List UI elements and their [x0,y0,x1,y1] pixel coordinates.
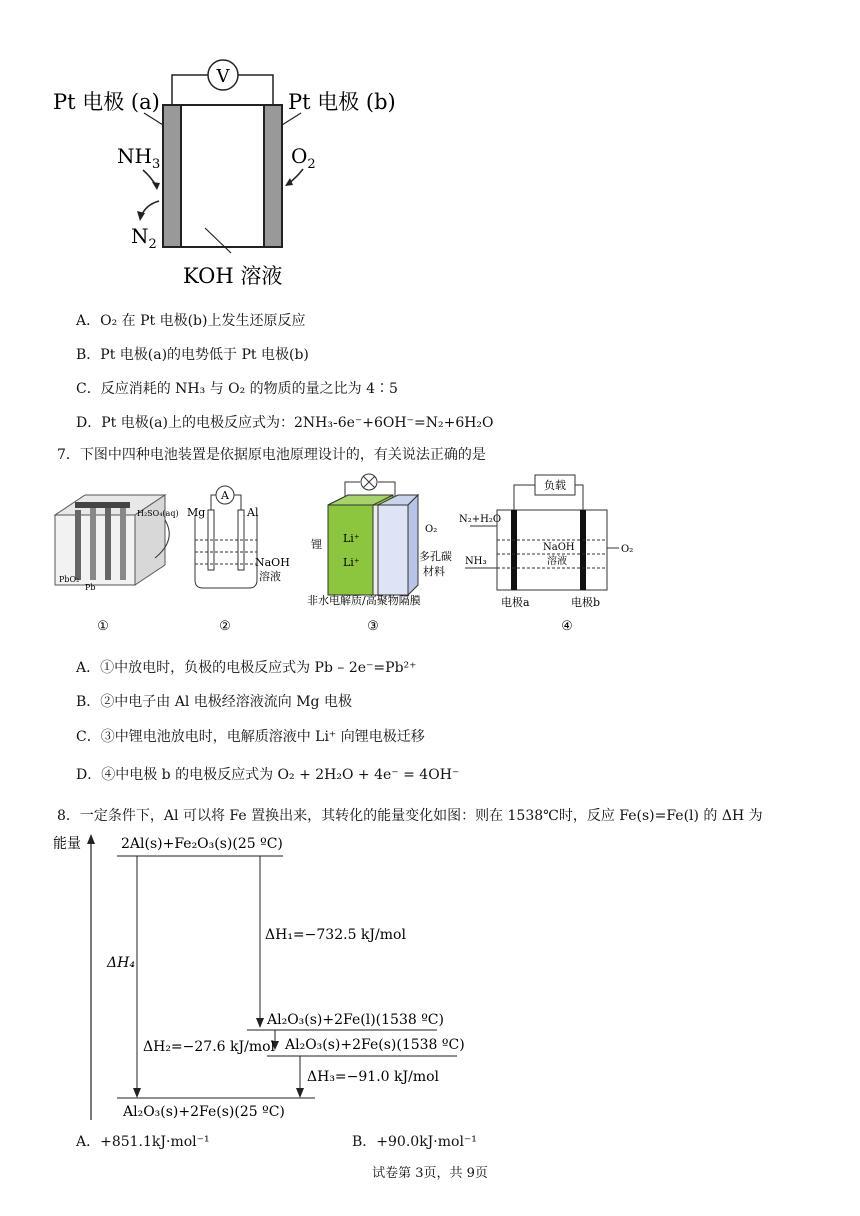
n2-label: $N_2$ [131,224,157,252]
q8-option-b: B．+90.0kJ·mol⁻¹ [352,1134,477,1150]
level-bottom-label: Al₂O₃(s)+2Fe(s)(25 ºC) [123,1104,285,1120]
q8-stem: 8．一定条件下，Al 可以将 Fe 置换出来，其转化的能量变化如图：则在 1538℃时，反应 Fe(s)=Fe(l) 的 ΔH 为 [57,808,763,824]
q8-option-a: A．+851.1kJ·mol⁻¹ [76,1134,210,1150]
porous-label-2: 材料 [423,565,445,578]
level-top-label: 2Al(s)+Fe₂O₃(s)(25 ºC) [121,836,283,852]
q6-option-b: B．Pt 电极(a)的电势低于 Pt 电极(b) [76,347,309,363]
naoh-label: NaOH [255,556,290,569]
q7-figures [45,470,685,640]
membrane-caption: 非水电解质/高聚物隔膜 [307,594,421,607]
koh-solution-label: KOH 溶液 [183,264,283,288]
lithium-cell-figure [307,474,452,634]
q7-option-c: C．③中锂电池放电时，电解质溶液中 Li⁺ 向锂电极迁移 [76,729,425,745]
solution-label-4: 溶液 [547,556,567,567]
fuel-cell-figure [45,45,415,295]
fig3-number: ③ [367,619,379,634]
porous-label-1: 多孔碳 [419,550,452,563]
o2-label: $O_2$ [291,144,316,172]
electrode-a-label-4: 电极a [501,596,530,609]
electrode-b-label-4: 电极b [571,596,601,609]
energy-diagram [45,828,515,1128]
pbo2-label: PbO₂ [59,575,80,584]
q6-option-a: A．O₂ 在 Pt 电极(b)上发生还原反应 [76,313,306,329]
energy-axis-label: 能量 [53,836,81,852]
q6-option-c: C．反应消耗的 NH₃ 与 O₂ 的物质的量之比为 4∶5 [76,381,398,397]
li-label: 锂 [311,538,322,551]
fig1-number: ① [97,619,109,634]
q7-option-a: A．①中放电时，负极的电极反应式为 Pb – 2e⁻=Pb²⁺ [76,660,417,676]
li-ion-label-1: Li⁺ [343,532,360,545]
q6-option-d: D．Pt 电极(a)上的电极反应式为：2NH₃-6e⁻+6OH⁻=N₂+6H₂O [76,415,494,431]
dh2-label: ΔH₂=−27.6 kJ/mol [143,1039,276,1055]
dh4-label: ΔH₄ [107,955,135,971]
al-label: Al [247,506,259,519]
ammeter-label: A [221,489,229,502]
dh1-label: ΔH₁=−732.5 kJ/mol [265,927,406,943]
mg-label: Mg [187,506,206,519]
level-1-label: Al₂O₃(s)+2Fe(l)(1538 ºC) [267,1012,444,1028]
q7-option-d: D．④中电极 b 的电极反应式为 O₂ + 2H₂O + 4e⁻ = 4OH⁻ [76,767,460,783]
q7-option-b: B．②中电子由 Al 电极经溶液流向 Mg 电极 [76,694,352,710]
pb-label: Pb [85,583,96,592]
o2-label-3: O₂ [425,524,438,535]
lead-battery-figure [55,495,179,634]
voltmeter-label: V [216,66,230,87]
o2-label-4: O₂ [621,544,634,555]
naoh-label-4: NaOH [543,542,575,553]
electrode-b-label: Pt 电极 (b) [288,90,396,114]
page-footer: 试卷第 3页，共 9页 [372,1166,488,1181]
li-ion-label-2: Li⁺ [343,556,360,569]
ammonia-fuel-cell-figure [459,475,633,634]
load-label: 负载 [544,479,566,492]
h2so4-label: H₂SO₄(aq) [137,509,179,518]
electrode-a-label: Pt 电极 (a) [53,90,160,114]
q7-stem: 7．下图中四种电池装置是依据原电池原理设计的，有关说法正确的是 [57,447,486,463]
nh3-label-4: NH₃ [465,556,487,567]
nh3-label: $NH_3$ [117,144,161,172]
dh3-label: ΔH₃=−91.0 kJ/mol [307,1069,440,1085]
mg-al-cell-figure [187,486,290,634]
level-2-label: Al₂O₃(s)+2Fe(s)(1538 ºC) [285,1037,465,1053]
n2h2o-label: N₂+H₂O [459,514,502,525]
solution-label: 溶液 [259,570,281,583]
energy-axis-arrow-icon [87,834,95,844]
fig2-number: ② [219,619,231,634]
fig4-number: ④ [561,619,573,634]
